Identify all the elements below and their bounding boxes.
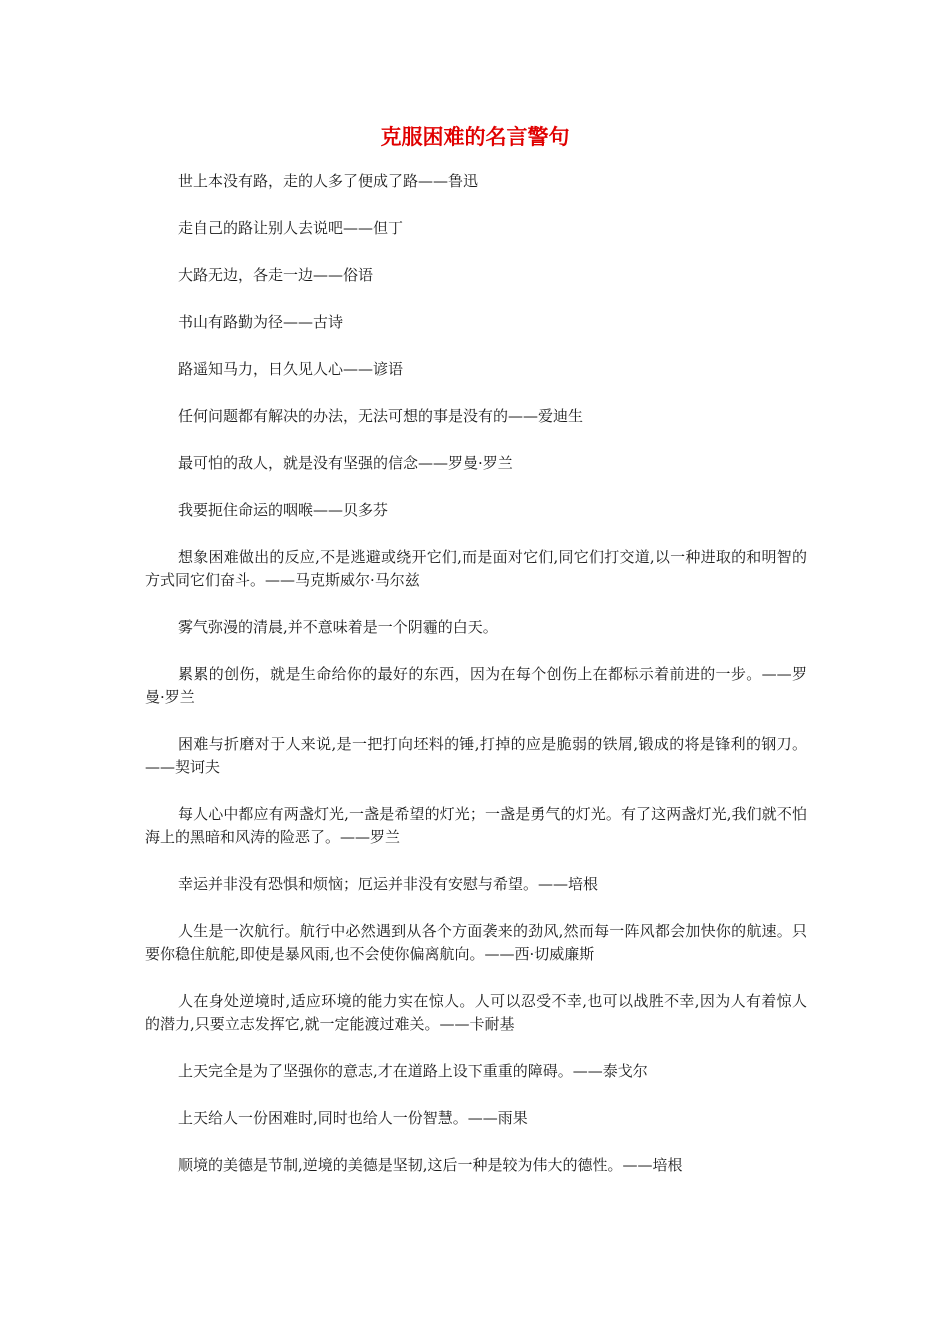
quote-paragraph: 大路无边，各走一边——俗语 <box>178 266 374 284</box>
quote-paragraph: 人生是一次航行。航行中必然遇到从各个方面袭来的劲风,然而每一阵风都会加快你的航速。只要你稳住航舵,即使是暴风雨,也不会使你偏离航向。——西·切威廉斯 <box>145 922 807 963</box>
quote-paragraph: 幸运并非没有恐惧和烦恼；厄运并非没有安慰与希望。——培根 <box>178 875 599 893</box>
quote-paragraph: 任何问题都有解决的办法，无法可想的事是没有的——爱迪生 <box>178 407 584 425</box>
quote-paragraph: 我要扼住命运的咽喉——贝多芬 <box>178 501 389 519</box>
quote-paragraph: 书山有路勤为径——古诗 <box>178 313 344 331</box>
quote-paragraph: 路遥知马力，日久见人心——谚语 <box>178 360 404 378</box>
quote-paragraph: 累累的创伤，就是生命给你的最好的东西，因为在每个创伤上在都标示着前进的一步。——罗曼·罗兰 <box>145 665 807 706</box>
quote-paragraph: 困难与折磨对于人来说,是一把打向坯料的锤,打掉的应是脆弱的铁屑,锻成的将是锋利的钢刀。——契诃夫 <box>145 735 807 776</box>
quote-paragraph: 想象困难做出的反应,不是逃避或绕开它们,而是面对它们,同它们打交道,以一种进取的和明智的方式同它们奋斗。——马克斯威尔·马尔兹 <box>145 548 807 589</box>
document-title: 克服困难的名言警句 <box>380 124 570 149</box>
quote-paragraph: 每人心中都应有两盏灯光,一盏是希望的灯光；一盏是勇气的灯光。有了这两盏灯光,我们就不怕海上的黑暗和风涛的险恶了。——罗兰 <box>145 805 807 846</box>
quote-paragraph: 顺境的美德是节制,逆境的美德是坚韧,这后一种是较为伟大的德性。——培根 <box>178 1156 683 1174</box>
quote-paragraph: 最可怕的敌人，就是没有坚强的信念——罗曼·罗兰 <box>178 454 513 472</box>
quote-paragraph: 人在身处逆境时,适应环境的能力实在惊人。人可以忍受不幸,也可以战胜不幸,因为人有着惊人的潜力,只要立志发挥它,就一定能渡过难关。——卡耐基 <box>145 992 807 1033</box>
quote-paragraph: 上天给人一份困难时,同时也给人一份智慧。——雨果 <box>178 1109 528 1127</box>
quote-paragraph: 上天完全是为了坚强你的意志,才在道路上设下重重的障碍。——泰戈尔 <box>178 1062 648 1080</box>
quote-paragraph: 雾气弥漫的清晨,并不意味着是一个阴霾的白天。 <box>178 618 498 636</box>
document-body <box>145 170 807 1201</box>
quote-paragraph: 走自己的路让别人去说吧——但丁 <box>178 219 404 237</box>
quote-paragraph: 世上本没有路，走的人多了便成了路——鲁迅 <box>178 172 479 190</box>
